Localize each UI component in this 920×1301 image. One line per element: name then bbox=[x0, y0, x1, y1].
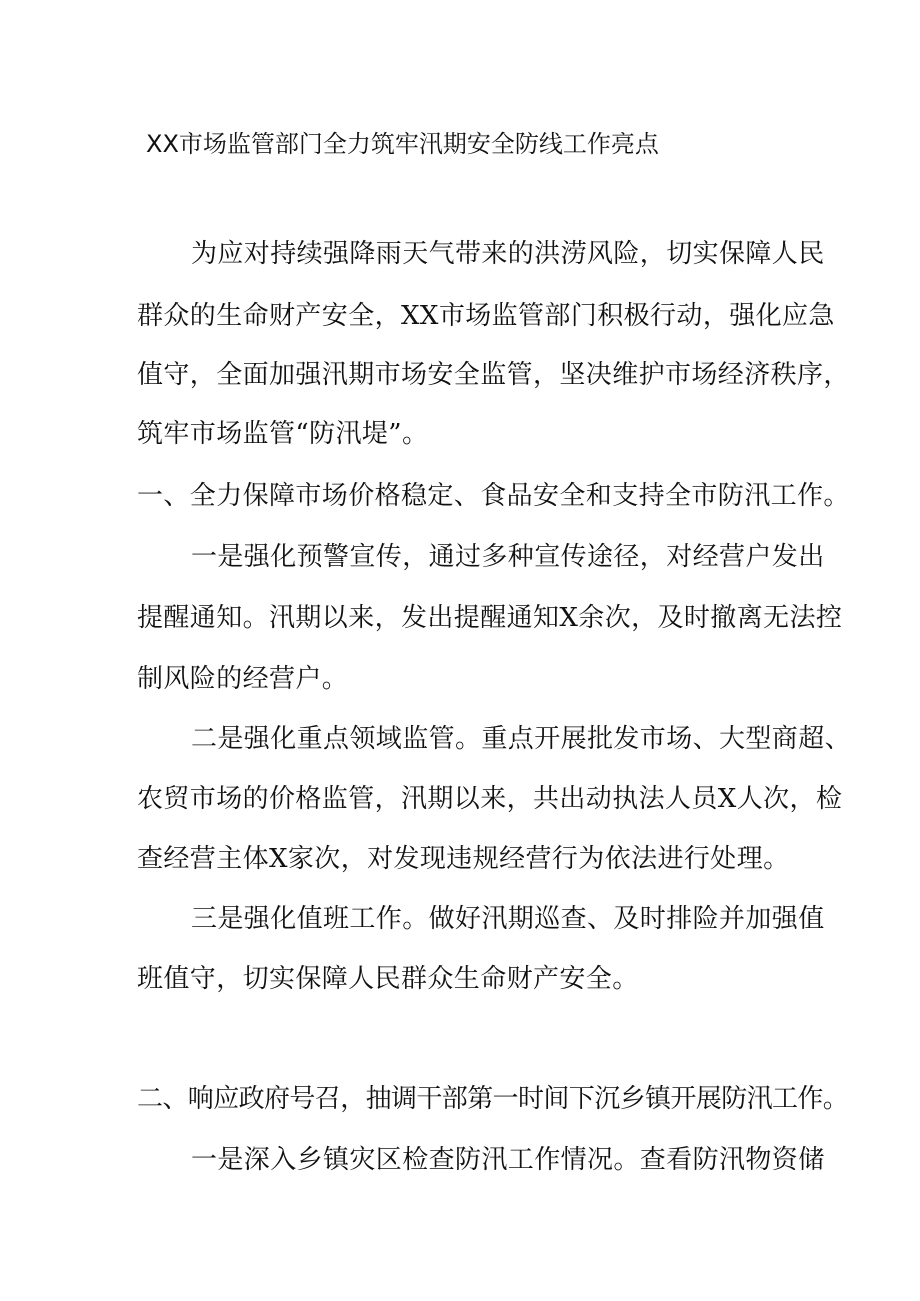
section-heading-1: 一、全力保障市场价格稳定、食品安全和支持全市防汛工作。 bbox=[137, 481, 850, 511]
paragraph-line-5: 一是强化预警宣传，通过多种宣传途径，对经营户发出 bbox=[191, 542, 825, 572]
paragraph-line-11: 三是强化值班工作。做好汛期巡查、及时排险并加强值 bbox=[191, 904, 825, 934]
paragraph-line-10: 查经营主体X家次，对发现违规经营行为依法进行处理。 bbox=[137, 844, 790, 874]
paragraph-line-9: 农贸市场的价格监管，汛期以来，共出动执法人员X人次，检 bbox=[137, 784, 843, 814]
document-title: XX市场监管部门全力筑牢汛期安全防线工作亮点 bbox=[146, 130, 659, 158]
section-heading-2: 二、响应政府号召，抽调干部第一时间下沉乡镇开展防汛工作。 bbox=[137, 1084, 849, 1114]
paragraph-line-6: 提醒通知。汛期以来，发出提醒通知X余次，及时撤离无法控 bbox=[137, 603, 843, 633]
paragraph-line-1: 为应对持续强降雨天气带来的洪涝风险，切实保障人民 bbox=[191, 239, 825, 269]
paragraph-line-12: 班值守，切实保障人民群众生命财产安全。 bbox=[137, 964, 639, 994]
paragraph-line-7: 制风险的经营户。 bbox=[137, 664, 349, 694]
paragraph-line-8: 二是强化重点领域监管。重点开展批发市场、大型商超、 bbox=[191, 724, 852, 754]
paragraph-line-4: 筑牢市场监管“防汛堤”。 bbox=[137, 419, 429, 449]
paragraph-line-3: 值守，全面加强汛期市场安全监管，坚决维护市场经济秩序， bbox=[137, 360, 850, 390]
paragraph-line-2: 群众的生命财产安全，XX市场监管部门积极行动，强化应急 bbox=[137, 301, 835, 331]
paragraph-line-13: 一是深入乡镇灾区检查防汛工作情况。查看防汛物资储 bbox=[191, 1145, 825, 1175]
